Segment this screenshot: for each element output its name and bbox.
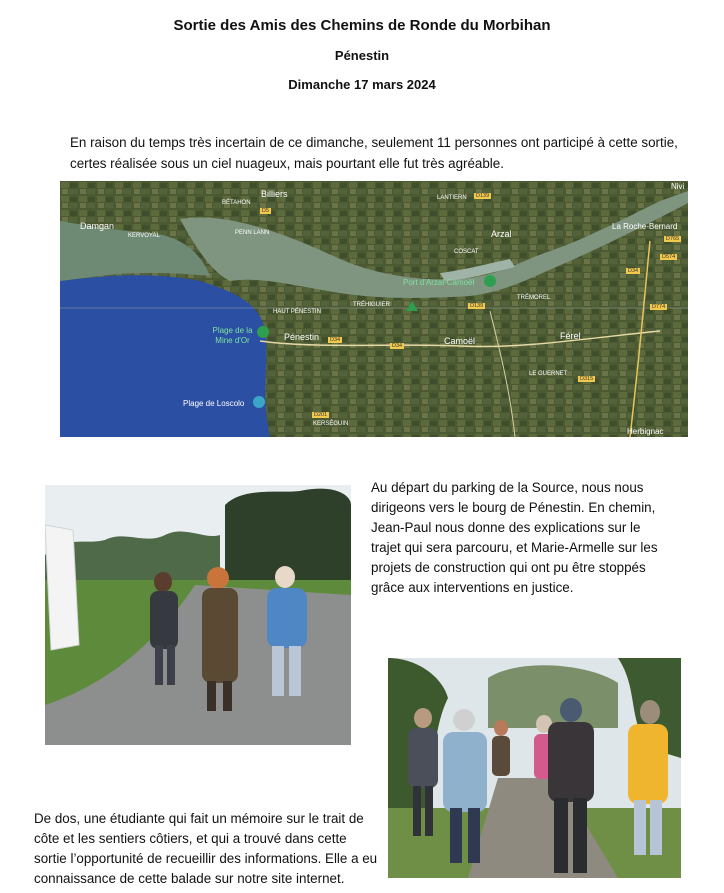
map-label-plage-mine: Plage de la Mine d'Or — [212, 326, 253, 345]
road-badge: D139 — [470, 303, 484, 309]
map-label-herbignac: Herbignac — [627, 427, 664, 436]
map-label-ferel: Férel — [560, 331, 581, 341]
road-badge: D34 — [628, 268, 639, 274]
map-label-port-arzal: Port d'Arzal-Camoël — [403, 278, 475, 287]
map-label-la-roche-bernard: La Roche-Bernard — [612, 222, 678, 231]
intro-paragraph: En raison du temps très incertain de ce dimanche, seulement 11 personnes ont participé à cette sortie, certes réalisée sous un ciel nuageux, mais pourtant elle fut très agréable. — [70, 135, 678, 171]
map-label-arzal: Arzal — [491, 229, 512, 239]
map-label-damgan: Damgan — [80, 221, 115, 231]
photo-group-walking — [45, 485, 351, 745]
port-marker-icon — [484, 275, 496, 287]
map-label-kervoyal: KERVOYAL — [128, 233, 160, 239]
map-graphic — [60, 181, 688, 437]
photo-group-standing — [388, 658, 681, 878]
map-label-nivillac: Nivi — [671, 182, 685, 191]
document-place: Pénestin — [334, 48, 390, 63]
satellite-map — [60, 181, 688, 437]
road-badge: D774 — [652, 304, 666, 310]
road-badge: D315 — [580, 376, 594, 382]
map-label-haut-penestin: HAUT PÉNESTIN — [273, 309, 321, 315]
map-label-penn-lann: PENN LANN — [235, 230, 270, 236]
road-badge: D574 — [662, 254, 676, 260]
map-label-kerseguin: KERSÉGUIN — [313, 421, 349, 427]
road-badge: D34 — [330, 337, 341, 343]
map-label-billiers: Billiers — [261, 189, 288, 199]
map-label-penestin: Pénestin — [284, 332, 320, 342]
loscolo-marker-icon — [253, 396, 265, 408]
document-title: Sortie des Amis des Chemins de Ronde du Morbihan — [173, 17, 551, 34]
map-label-trehiguier: TRÉHIGUIER — [353, 302, 391, 308]
paragraph-departure: Au départ du parking de la Source, nous nous dirigeons vers le bourg de Pénestin. En chemin, Jean-Paul nous donne des explications sur le trajet qui sera parcouru, et Marie-Armelle sur les projets de construction qui ont pu être stoppés grâce aux interventions en justice. — [371, 480, 658, 595]
road-badge: D201 — [314, 412, 328, 418]
road-badge: D34 — [392, 343, 403, 349]
map-label-camoel: Camoël — [444, 336, 476, 346]
map-label-betahon: BÉTAHON — [222, 200, 251, 206]
paragraph-student: De dos, une étudiante qui fait un mémoire sur le trait de côte et les sentiers côtiers, et qui a trouvé dans cette sortie l’opportunité de recueillir des informations. Elle a eu connaissance de cette balade sur notre site internet. — [34, 811, 378, 886]
road-badge: D765 — [666, 236, 680, 242]
road-badge: D5 — [262, 208, 270, 214]
map-label-lantiern: LANTIERN — [437, 195, 467, 201]
map-label-coscat: COSCAT — [454, 249, 479, 255]
map-label-le-guernet: LE GUERNET — [529, 371, 568, 377]
document-date: Dimanche 17 mars 2024 — [288, 77, 436, 92]
road-badge: D139 — [476, 193, 490, 199]
map-label-plage-loscolo: Plage de Loscolo — [183, 399, 245, 408]
map-label-tremorel: TRÉMOREL — [517, 295, 551, 301]
